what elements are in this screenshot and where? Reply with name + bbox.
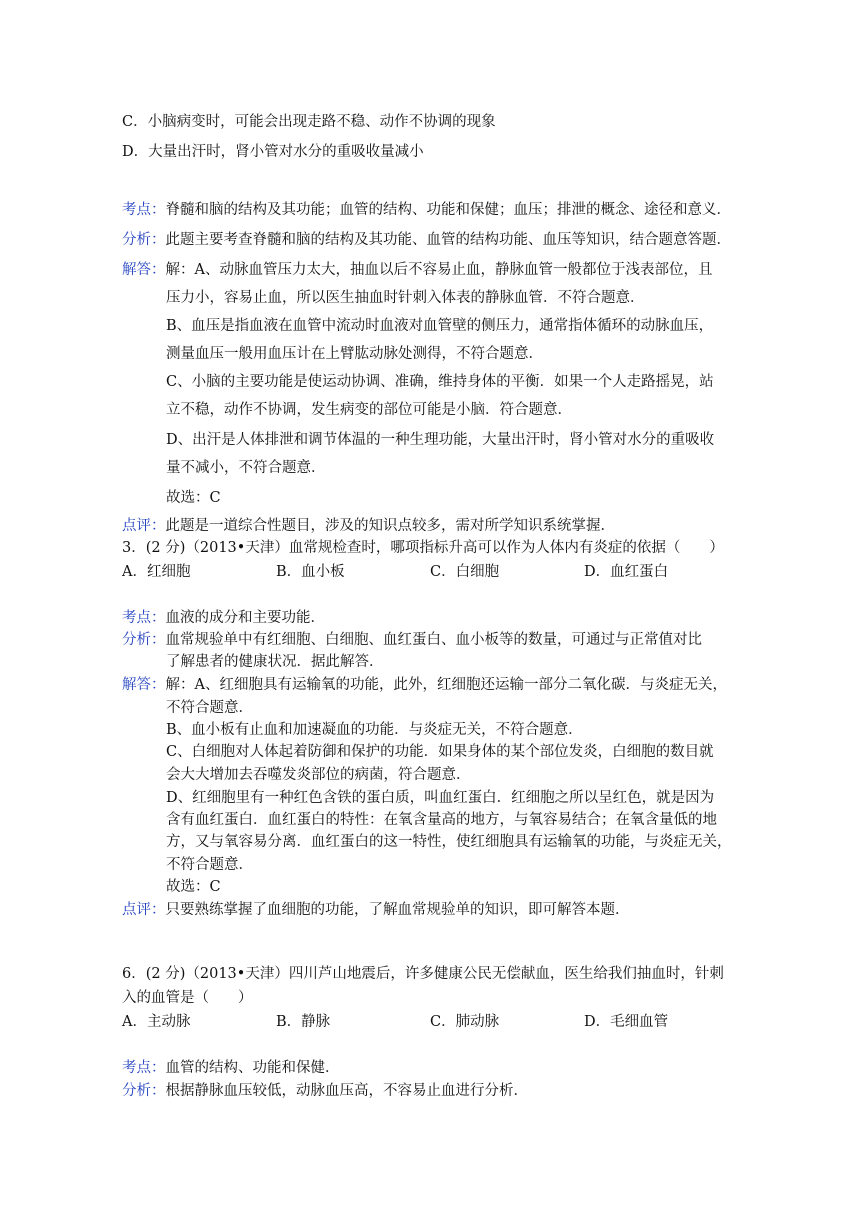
q3-fenxi-row <box>122 630 702 650</box>
q6-option-a: A．主动脉 <box>122 1014 191 1030</box>
fenxi-line: 了解患者的健康状况．据此解答． <box>166 654 384 670</box>
fenxi-label: 分析： <box>122 632 166 648</box>
jieda-line: D、出汗是人体排泄和调节体温的一种生理功能，大量出汗时，肾小管对水分的重吸收 <box>166 432 715 448</box>
kaodian-row <box>122 200 731 220</box>
dianping-text: 此题是一道综合性题目，涉及的知识点较多，需对所学知识系统掌握． <box>165 518 615 534</box>
jieda-label: 解答： <box>122 677 166 693</box>
jieda-line: 不符合题意． <box>166 700 253 716</box>
question-3-stem: 3．(2 分)（2013•天津）血常规检查时，哪项指标升高可以作为人体内有炎症的依据（ ） <box>122 540 724 556</box>
jieda-line: 故选：C <box>166 490 221 506</box>
jieda-line: 压力小，容易止血，所以医生抽血时针刺入体表的静脉血管．不符合题意． <box>166 290 645 306</box>
fenxi-text: 根据静脉血压较低，动脉血压高，不容易止血进行分析． <box>165 1083 528 1099</box>
jieda-row <box>122 260 712 280</box>
jieda-line: 含有血红蛋白．血红蛋白的特性：在氧含量高的地方，与氧容易结合；在氧含量低的地 <box>166 812 717 828</box>
kaodian-label: 考点： <box>122 1060 166 1076</box>
dianping-label: 点评： <box>122 518 166 534</box>
option-c: C．小脑病变时，可能会出现走路不稳、动作不协调的现象 <box>122 114 496 130</box>
jieda-line: 不符合题意． <box>166 857 253 873</box>
option-d: D．大量出汗时，肾小管对水分的重吸收量减小 <box>122 144 424 160</box>
q3-option-a: A．红细胞 <box>122 564 191 580</box>
q6-option-b: B．静脉 <box>276 1014 331 1030</box>
dianping-label: 点评： <box>122 902 166 918</box>
question-6-stem: 6．(2 分)（2013•天津）四川芦山地震后，许多健康公民无偿献血，医生给我们抽血时，针刺 <box>122 966 724 982</box>
q6-fenxi-row <box>122 1081 528 1101</box>
jieda-line: B、血压是指血液在血管中流动时血液对血管壁的侧压力，通常指体循环的动脉血压， <box>166 318 714 334</box>
jieda-line: 会大大增加去吞噬发炎部位的病菌，符合题意． <box>166 767 471 783</box>
jieda-line: B、血小板有止血和加速凝血的功能．与炎症无关，不符合题意． <box>166 722 583 738</box>
fenxi-label: 分析： <box>122 232 166 248</box>
jieda-line: 测量血压一般用血压计在上臂肱动脉处测得，不符合题意． <box>166 346 543 362</box>
fenxi-text: 此题主要考查脊髓和脑的结构及其功能、血管的结构功能、血压等知识，结合题意答题． <box>165 232 731 248</box>
jieda-line: 立不稳，动作不协调，发生病变的部位可能是小脑．符合题意． <box>166 402 572 418</box>
fenxi-text: 血常规验单中有红细胞、白细胞、血红蛋白、血小板等的数量，可通过与正常值对比 <box>165 632 702 648</box>
jieda-label: 解答： <box>122 262 166 278</box>
jieda-line: 解：A、红细胞具有运输氧的功能，此外，红细胞还运输一部分二氧化碳．与炎症无关， <box>165 677 727 693</box>
q6-option-c: C．肺动脉 <box>430 1014 500 1030</box>
kaodian-text: 脊髓和脑的结构及其功能；血管的结构、功能和保健；血压；排泄的概念、途径和意义． <box>165 202 731 218</box>
dianping-text: 只要熟练掌握了血细胞的功能，了解血常规验单的知识，即可解答本题． <box>165 902 630 918</box>
question-6-stem-cont: 入的血管是（ ） <box>122 990 253 1006</box>
jieda-line: 量不减小，不符合题意． <box>166 460 326 476</box>
fenxi-row <box>122 230 731 250</box>
kaodian-label: 考点： <box>122 202 166 218</box>
q3-option-c: C．白细胞 <box>430 564 500 580</box>
jieda-line: 故选：C <box>166 879 221 895</box>
jieda-line: 方，又与氧容易分离．血红蛋白的这一特性，使红细胞具有运输氧的功能，与炎症无关， <box>166 834 732 850</box>
jieda-line: C、小脑的主要功能是使运动协调、准确，维持身体的平衡．如果一个人走路摇晃，站 <box>166 374 714 390</box>
q3-kaodian-row <box>122 608 325 628</box>
q3-jieda-row <box>122 675 727 695</box>
fenxi-label: 分析： <box>122 1083 166 1099</box>
jieda-line: D、红细胞里有一种红色含铁的蛋白质，叫血红蛋白．红细胞之所以呈红色，就是因为 <box>166 790 715 806</box>
kaodian-label: 考点： <box>122 610 166 626</box>
jieda-line: C、白细胞对人体起着防御和保护的功能．如果身体的某个部位发炎，白细胞的数目就 <box>166 744 714 760</box>
jieda-line: 解：A、动脉血管压力太大，抽血以后不容易止血，静脉血管一般都位于浅表部位，且 <box>165 262 713 278</box>
kaodian-text: 血液的成分和主要功能． <box>165 610 325 626</box>
kaodian-text: 血管的结构、功能和保健． <box>165 1060 340 1076</box>
q3-option-b: B．血小板 <box>276 564 345 580</box>
q6-kaodian-row <box>122 1058 340 1078</box>
q3-option-d: D．血红蛋白 <box>584 564 669 580</box>
q3-dianping-row <box>122 900 630 920</box>
dianping-row <box>122 516 615 536</box>
q6-option-d: D．毛细血管 <box>584 1014 669 1030</box>
